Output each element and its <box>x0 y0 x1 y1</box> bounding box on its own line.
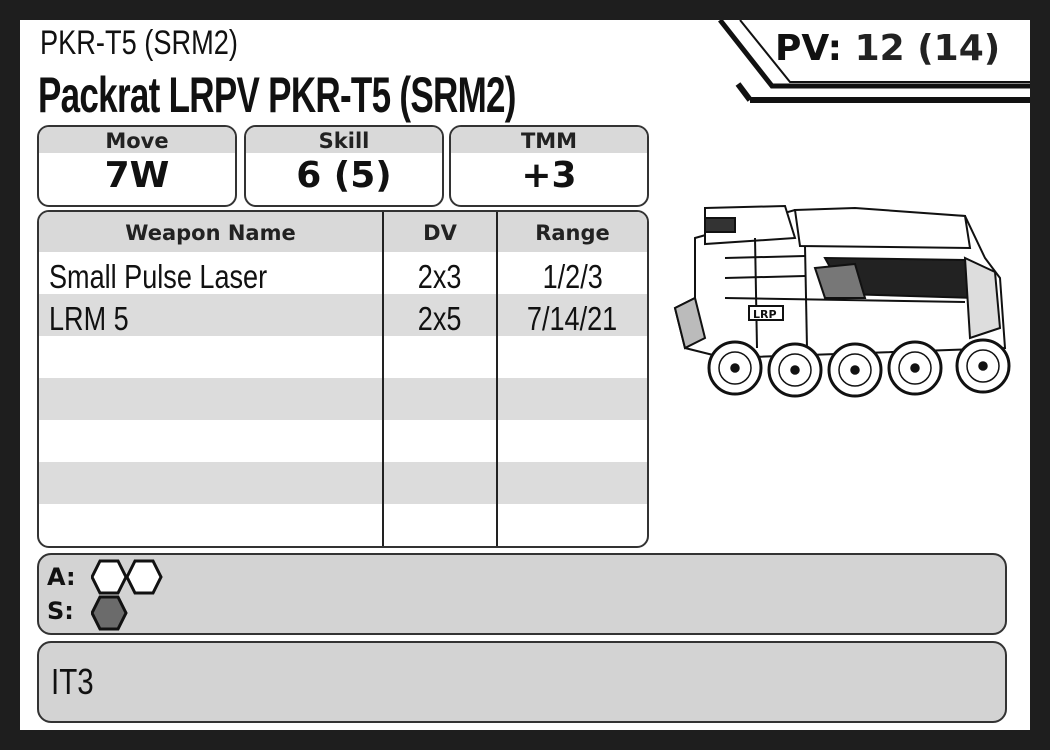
table-row <box>39 298 647 340</box>
armor-pip[interactable] <box>127 561 161 593</box>
specials-panel <box>37 641 1007 723</box>
stat-move-value: 7W <box>104 155 170 196</box>
stat-skill-label: Skill <box>246 127 442 153</box>
specials-text: IT3 <box>51 661 94 702</box>
unit-variant: PKR-T5 (SRM2) <box>40 24 238 62</box>
stat-tmm <box>449 125 649 207</box>
weapon-dv: 2x5 <box>418 300 462 337</box>
damage-panel <box>37 553 1007 635</box>
structure-label: S: <box>47 597 74 625</box>
weapon-dv: 2x3 <box>418 258 462 295</box>
weapons-table <box>37 210 649 548</box>
weapon-range: 7/14/21 <box>527 300 618 337</box>
col-dv: DV <box>423 221 457 245</box>
col-range: Range <box>535 221 610 245</box>
vehicle-illustration <box>665 198 1015 398</box>
pv-label: PV: <box>775 28 843 69</box>
structure-pip[interactable] <box>92 597 126 629</box>
weapon-name: Small Pulse Laser <box>49 258 268 295</box>
weapons-header <box>39 212 647 252</box>
unit-title: Packrat LRPV PKR-T5 (SRM2) <box>38 67 516 123</box>
col-weapon-name: Weapon Name <box>125 221 296 245</box>
weapon-range: 1/2/3 <box>542 258 603 295</box>
structure-pips <box>91 595 131 631</box>
armor-pips <box>91 559 171 595</box>
point-value <box>775 28 1000 69</box>
stat-skill-value: 6 (5) <box>296 155 392 196</box>
stat-tmm-label: TMM <box>451 127 647 153</box>
stat-move-label: Move <box>39 127 235 153</box>
pv-value: 12 (14) <box>854 28 1001 69</box>
table-row <box>39 256 647 298</box>
armor-label: A: <box>47 563 76 591</box>
unit-card <box>20 20 1030 730</box>
weapon-name: LRM 5 <box>49 300 129 337</box>
stat-move <box>37 125 237 207</box>
stat-skill <box>244 125 444 207</box>
svg-text:LRP: LRP <box>753 308 777 321</box>
armor-pip[interactable] <box>92 561 126 593</box>
stat-tmm-value: +3 <box>521 155 577 196</box>
